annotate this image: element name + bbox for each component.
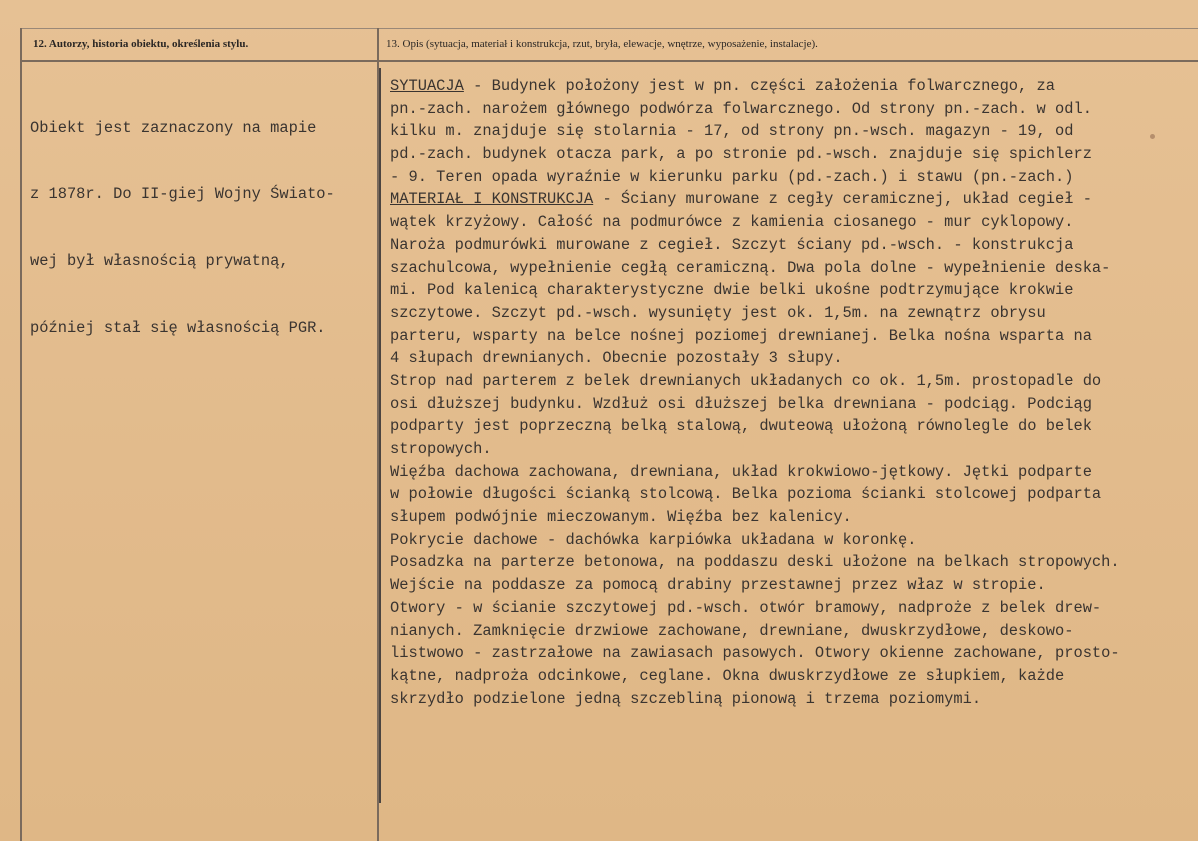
field-12-header: 12. Autorzy, historia obiektu, określenia stylu. [33, 38, 249, 50]
text-line: Wejście na poddasze za pomocą drabiny przestawnej przez właz w stropie. [390, 576, 1046, 595]
text-line: parteru, wsparty na belce nośnej poziomej drewnianej. Belka nośna wsparta na [390, 326, 1092, 345]
text-line: SYTUACJA - Budynek położony jest w pn. części założenia folwarcznego, za [390, 77, 1055, 95]
header-divider [20, 60, 1198, 62]
text-line: pd.-zach. budynek otacza park, a po stronie pd.-wsch. znajduje się spichlerz [390, 145, 1092, 164]
text-line: Posadzka na parterze betonowa, na poddaszu deski ułożone na belkach stropowych. [390, 553, 1120, 572]
field-13-content [390, 75, 1195, 710]
text-line: MATERIAŁ I KONSTRUKCJA - Ściany murowane z cegły ceramicznej, układ cegieł - [390, 190, 1092, 209]
text-line: szachulcowa, wypełnienie cegłą ceramiczną. Dwa pola dolne - wypełnienie deska- [390, 258, 1111, 277]
field-12-content [30, 72, 370, 384]
text-line: później stał się własnością PGR. [30, 319, 326, 338]
text-line: Otwory - w ścianie szczytowej pd.-wsch. otwór bramowy, nadproże z belek drew- [390, 598, 1102, 617]
text-line: podparty jest poprzeczną belką stalową, dwuteową ułożoną równolegle do belek [390, 417, 1092, 436]
text-line: wątek krzyżowy. Całość na podmurówce z kamienia ciosanego - mur cyklopowy. [390, 213, 1074, 232]
text-line: kątne, nadproża odcinkowe, ceglane. Okna dwuskrzydłowe ze słupkiem, każde [390, 666, 1065, 685]
text-line: z 1878r. Do II-giej Wojny Świato- [30, 185, 335, 204]
text-line: w połowie długości ścianką stolcową. Belka pozioma ścianki stolcowej podparta [390, 485, 1102, 504]
text-line: mi. Pod kalenicą charakterystyczne dwie belki ukośne podtrzymujące krokwie [390, 281, 1074, 300]
text-line: wej był własnością prywatną, [30, 252, 289, 271]
text-line: Strop nad parterem z belek drewnianych układanych co ok. 1,5m. prostopadle do [390, 371, 1102, 390]
sytuacja-heading: SYTUACJA [390, 77, 464, 95]
material-heading: MATERIAŁ I KONSTRUKCJA [390, 190, 594, 209]
text-line: skrzydło podzielone jedną szczebliną pionową i trzema poziomymi. [390, 689, 982, 708]
field-13-header: 13. Opis (sytuacja, materiał i konstrukcja, rzut, bryła, elewacje, wnętrze, wyposażenie, instalacje). [386, 38, 818, 50]
text-line: Naroża podmurówki murowane z cegieł. Szczyt ściany pd.-wsch. - konstrukcja [390, 235, 1074, 254]
typed-margin-line [379, 68, 381, 803]
text-line: pn.-zach. narożem głównego podwórza folwarcznego. Od strony pn.-zach. w odl. [390, 99, 1092, 118]
text-line: Pokrycie dachowe - dachówka karpiówka układana w koronkę. [390, 530, 917, 549]
text-line: listwowo - zastrzałowe na zawiasach pasowych. Otwory okienne zachowane, prosto- [390, 644, 1120, 663]
text-line: słupem podwójnie mieczowanym. Więźba bez kalenicy. [390, 508, 852, 527]
text-line: Więźba dachowa zachowana, drewniana, układ krokwiowo-jętkowy. Jętki podparte [390, 462, 1092, 481]
text-line: 4 słupach drewnianych. Obecnie pozostały 3 słupy. [390, 349, 843, 368]
text-line: Obiekt jest zaznaczony na mapie [30, 118, 317, 137]
text-line: nianych. Zamknięcie drzwiowe zachowane, drewniane, dwuskrzydłowe, deskowo- [390, 621, 1074, 640]
text-line: osi dłuższej budynku. Wzdłuż osi dłuższej belka drewniana - podciąg. Podciąg [390, 394, 1092, 413]
text-line: stropowych. [390, 440, 492, 458]
text-line: szczytowe. Szczyt pd.-wsch. wysunięty jest ok. 1,5m. na zewnątrz obrysu [390, 303, 1046, 322]
left-border [20, 28, 22, 841]
text-line: kilku m. znajduje się stolarnia - 17, od strony pn.-wsch. magazyn - 19, od [390, 122, 1074, 141]
top-border [20, 28, 1198, 29]
text-line: - 9. Teren opada wyraźnie w kierunku parku (pd.-zach.) i stawu (pn.-zach.) [390, 167, 1074, 186]
